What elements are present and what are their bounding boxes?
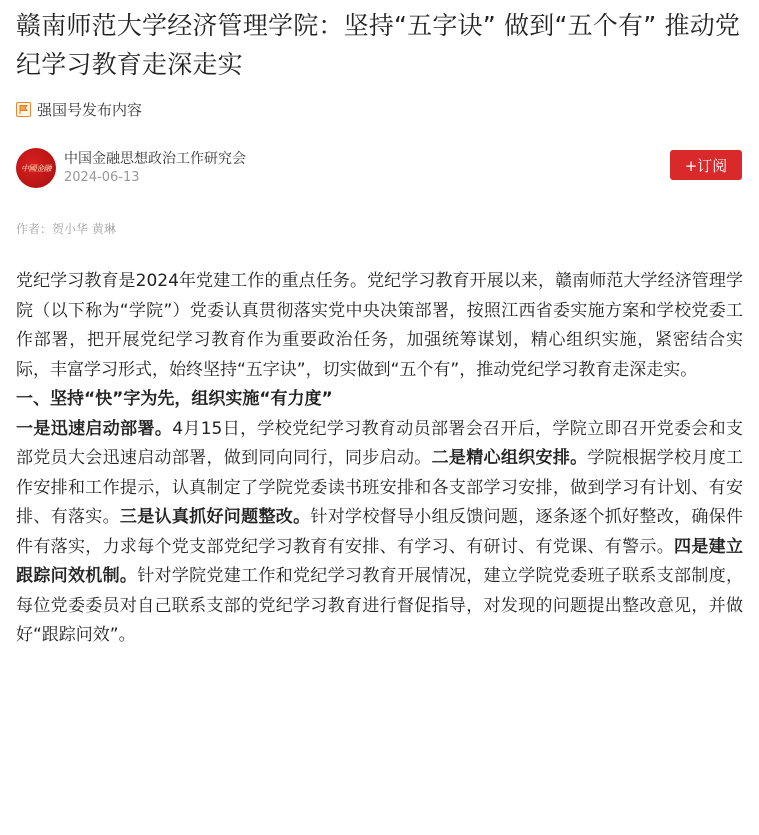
article-body [16, 267, 743, 651]
flag-badge-icon [16, 102, 31, 117]
avatar-text: 中國金融 [21, 163, 51, 173]
intro-paragraph: 党纪学习教育是2024年党建工作的重点任务。党纪学习教育开展以来，赣南师范大学经济管理学院（以下称为“学院”）党委认真贯彻落实党中央决策部署，按照江西省委实施方案和学校党委工作部署，把开展党纪学习教育作为重要政治任务，加强统筹谋划，精心组织实施，紧密结合实际，丰富学习形式，始终坚持“五字诀”，切实做到“五个有”，推动党纪学习教育走深走实。 [16, 271, 743, 380]
author-info [64, 149, 246, 187]
point-1-lead: 一是迅速启动部署。 [16, 418, 173, 439]
point-2-text: 学院根据学校月度工作安排和工作提示，认真制定了学院党委读书班安排和各支部学习安排，做到学习有计划、有安排、有落实。 [16, 448, 744, 527]
subscribe-button[interactable]: +订阅 [670, 150, 742, 180]
source-tag-label: 强国号发布内容 [37, 100, 143, 119]
publish-date: 2024-06-13 [64, 170, 140, 185]
author-row [16, 146, 743, 190]
point-4-text: 针对学院党建工作和党纪学习教育开展情况，建立学院党委班子联系支部制度，每位党委委员对自己联系支部的党纪学习教育进行督促指导，对发现的问题提出整改意见，并做好“跟踪问效”。 [16, 566, 744, 645]
author-name[interactable]: 中国金融思想政治工作研究会 [64, 151, 246, 167]
point-3-text: 针对学校督导小组反馈问题，逐条逐个抓好整改，确保件件有落实，力求每个党支部党纪学习教育有安排、有学习、有研讨、有党课、有警示。 [16, 507, 744, 557]
point-3-lead: 三是认真抓好问题整改。 [119, 507, 311, 527]
point-1-text: 4月15日，学校党纪学习教育动员部署会召开后，学院立即召开党委会和支部党员大会迅速启动部署，做到同向同行，同步启动。 [16, 418, 744, 468]
section-heading: 一、坚持“快”字为先，组织实施“有力度” [16, 389, 333, 409]
body-paragraph [16, 415, 743, 651]
avatar[interactable] [16, 148, 56, 188]
point-4-lead: 四是建立跟踪问效机制。 [16, 536, 743, 586]
article-title: 赣南师范大学经济管理学院：坚持“五字诀” 做到“五个有” 推动党纪学习教育走深走实 [16, 11, 741, 79]
point-2-lead: 二是精心组织安排。 [431, 448, 588, 468]
source-tag [16, 98, 743, 120]
byline: 作者：贺小华 黄琳 [16, 222, 116, 236]
